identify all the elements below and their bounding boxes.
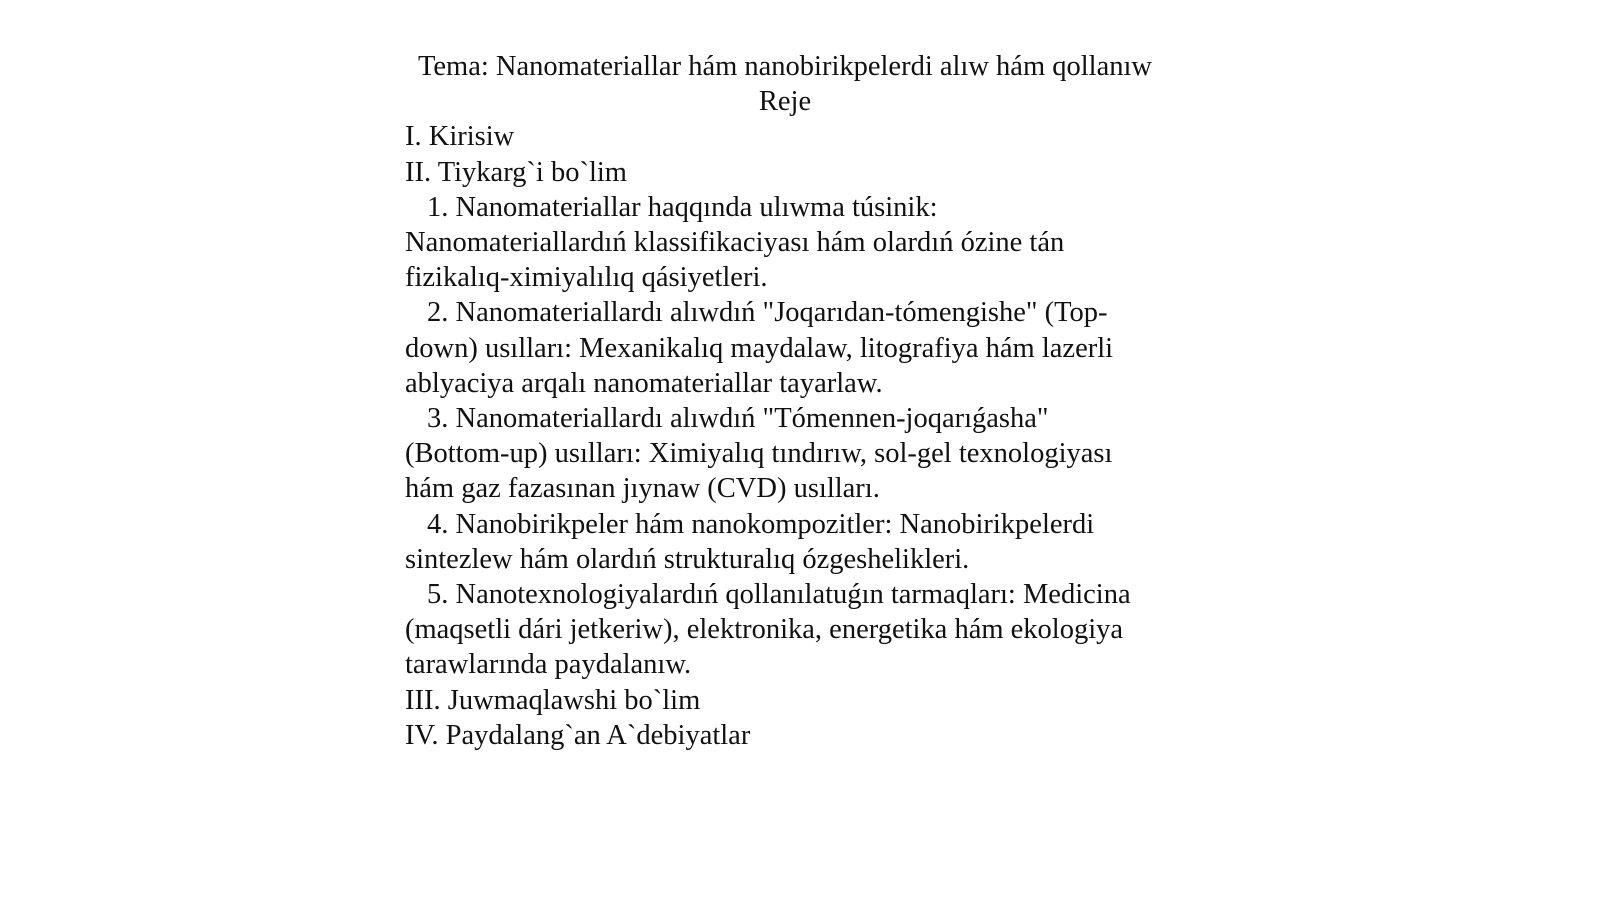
outline-section-4: IV. Paydalang`an A`debiyatlar [405,719,751,751]
document-title: Tema: Nanomateriallar hám nanobirikpelerdi alıw hám qollanıw [417,51,1152,82]
outline-item-2-line-2: down) usılları: Mexanikalıq maydalaw, litografiya hám lazerli [405,332,1114,364]
outline-item-1-line-2: Nanomateriallardıń klassifikaciyası hám olardıń ózine tán [405,227,1065,259]
outline-item-5-line-3: tarawlarında paydalanıw. [405,649,692,681]
outline-item-5-line-2: (maqsetli dári jetkeriw), elektronika, energetika hám ekologiya [405,614,1124,646]
outline-item-2-line-3: ablyaciya arqalı nanomateriallar tayarlaw. [405,367,883,399]
outline-item-5-line-1: 5. Nanotexnologiyalardıń qollanılatuǵın tarmaqları: Medicina [427,579,1131,611]
outline-item-4-line-1: 4. Nanobirikpeler hám nanokompozitler: Nanobirikpelerdi [427,508,1095,540]
outline-item-4-line-2: sintezlew hám olardıń strukturalıq ózgeshelikleri. [405,543,970,575]
document-subtitle: Reje [758,86,812,118]
outline-item-2-line-1: 2. Nanomateriallardı alıwdıń "Joqarıdan-tómengishe" (Top- [427,297,1108,329]
outline-item-1-line-3: fizikalıq-ximiyalılıq qásiyetleri. [405,262,768,294]
outline-item-3-line-2: (Bottom-up) usılları: Ximiyalıq tındırıw, sol-gel texnologiyası [405,438,1113,470]
outline-section-3: III. Juwmaqlawshi bo`lim [405,684,701,716]
outline-section-2: II. Tiykarg`i bo`lim [405,156,627,188]
outline-section-1: I. Kirisiw [405,121,515,153]
outline-item-1-line-1: 1. Nanomateriallar haqqında ulıwma túsinik: [427,191,938,223]
document-content [405,49,1165,753]
outline-item-3-line-1: 3. Nanomateriallardı alıwdıń "Tómennen-joqarıǵasha" [427,403,1049,435]
outline-item-3-line-3: hám gaz fazasınan jıynaw (CVD) usılları. [405,473,880,505]
